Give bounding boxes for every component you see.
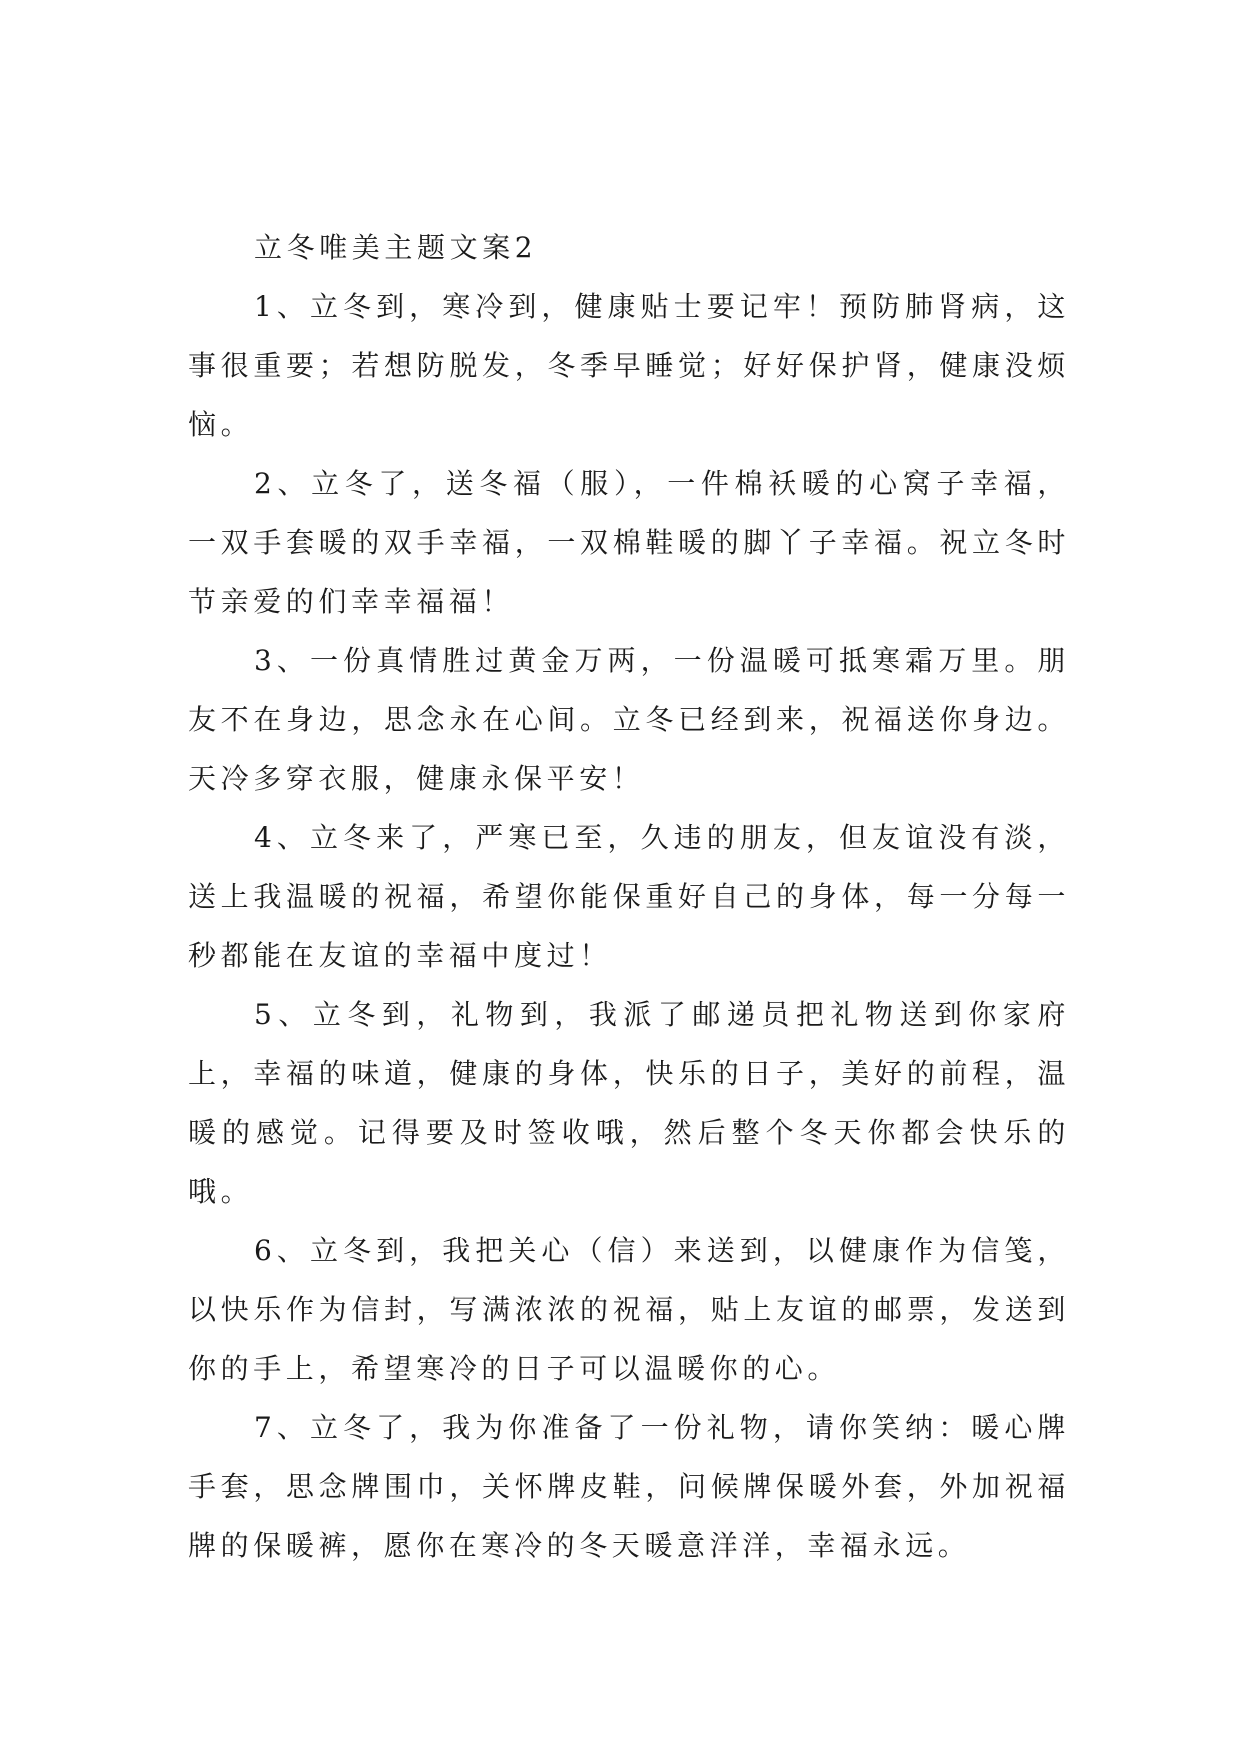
document-body: [188, 218, 1070, 1575]
paragraph-3: 3、一份真情胜过黄金万两，一份温暖可抵寒霜万里。朋友不在身边，思念永在心间。立冬已经到来，祝福送你身边。天冷多穿衣服，健康永保平安！: [188, 644, 1070, 795]
paragraph-2: 2、立冬了，送冬福（服），一件棉袄暖的心窝子幸福，一双手套暖的双手幸福，一双棉鞋暖的脚丫子幸福。祝立冬时节亲爱的们幸幸福福！: [188, 467, 1070, 618]
paragraph-7: 7、立冬了，我为你准备了一份礼物，请你笑纳：暖心牌手套，思念牌围巾，关怀牌皮鞋，问候牌保暖外套，外加祝福牌的保暖裤，愿你在寒冷的冬天暖意洋洋，幸福永远。: [188, 1411, 1070, 1562]
paragraph-4: 4、立冬来了，严寒已至，久违的朋友，但友谊没有淡，送上我温暖的祝福，希望你能保重好自己的身体，每一分每一秒都能在友谊的幸福中度过！: [188, 821, 1070, 972]
paragraph-6: 6、立冬到，我把关心（信）来送到，以健康作为信笺，以快乐作为信封，写满浓浓的祝福，贴上友谊的邮票，发送到你的手上，希望寒冷的日子可以温暖你的心。: [188, 1234, 1070, 1385]
paragraph-5: 5、立冬到，礼物到，我派了邮递员把礼物送到你家府上，幸福的味道，健康的身体，快乐的日子，美好的前程，温暖的感觉。记得要及时签收哦，然后整个冬天你都会快乐的哦。: [188, 998, 1070, 1208]
document-heading: 立冬唯美主题文案2: [254, 231, 538, 264]
paragraph-1: 1、立冬到，寒冷到，健康贴士要记牢！预防肺肾病，这事很重要；若想防脱发，冬季早睡觉；好好保护肾，健康没烦恼。: [188, 290, 1070, 441]
